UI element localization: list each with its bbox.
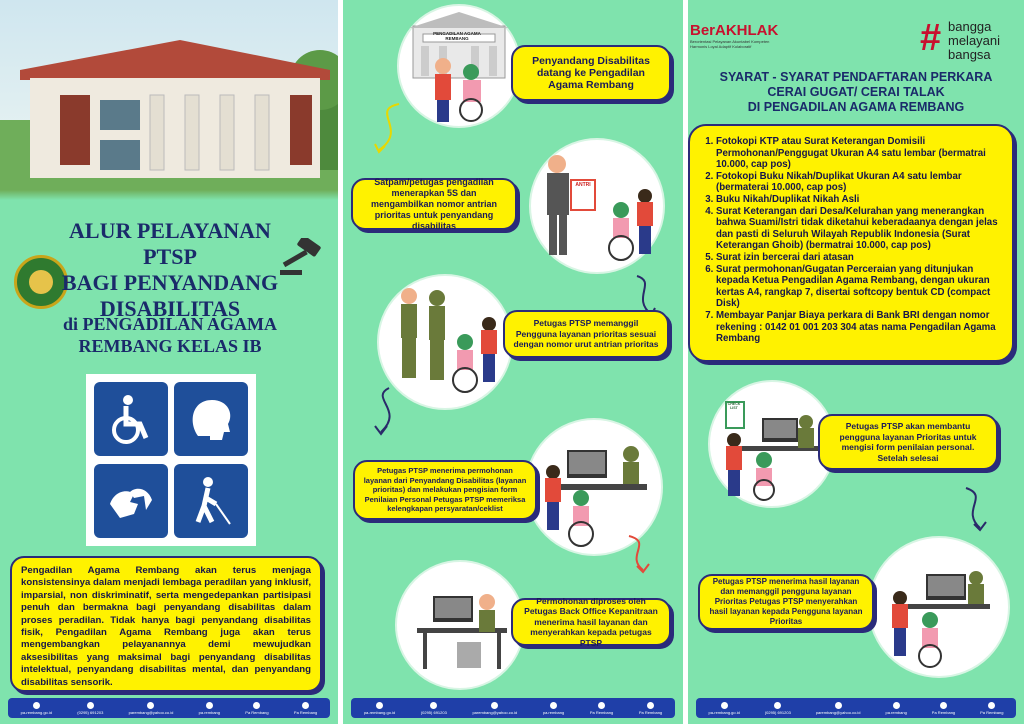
footer-text: Pa Rembang xyxy=(245,709,269,715)
footer-item[interactable] xyxy=(294,702,317,715)
footer-item[interactable] xyxy=(472,702,517,715)
footer-item[interactable] xyxy=(639,702,662,715)
step1-text: Penyandang Disabilitas datang ke Pengadilan Agama Rembang xyxy=(532,55,650,91)
footer-text: pa-rembang.go.id xyxy=(20,709,52,715)
footer-item[interactable] xyxy=(21,702,52,715)
globe-icon xyxy=(721,702,728,709)
step6-bubble xyxy=(818,414,998,470)
step6-text: Petugas PTSP akan membantu pengguna layanan Prioritas untuk mengisi form penilaian personal. Setelah selesai xyxy=(839,421,977,463)
footer-item[interactable] xyxy=(932,702,955,715)
disability-signs xyxy=(86,374,256,546)
step3-text: Petugas PTSP memanggil Pengguna layanan prioritas sesuai dengan nomor urut antrian prioritas xyxy=(513,318,659,350)
bangga-text: bangga xyxy=(948,19,992,34)
step1-illustration xyxy=(397,4,521,128)
intro-paragraph-box xyxy=(10,556,322,692)
page-title xyxy=(40,218,300,322)
footer-text: Pa Rembang xyxy=(293,709,318,715)
step6-illustration xyxy=(708,380,836,508)
intro-paragraph: Pengadilan Agama Rembang akan terus menjaga konsistensinya dalam menjadi lembaga peradilan yang inklusif, imparsial, non diskriminatif, serta mengedepankan partisipasi penuh dan bermakna bagi penyandang disabilitas dalam proses peradilan. Tidak hanya bagi penyandang disabilitas fisik, Pengadilan Agama Rembang juga akan terus mengembangkan pelayanannya demi mewujudkan aksesibilitas yang maksimal bagi penyandang disabilitas intelektual, penyandang disabilitas mental, dan penyandang disabilitas sensorik. xyxy=(21,565,311,688)
title-line-5: REMBANG KELAS IB xyxy=(78,336,262,356)
footer-text: Pa Rembang xyxy=(589,709,614,715)
antri-sign-text: ANTRI xyxy=(575,182,591,188)
phone-icon xyxy=(430,702,437,709)
footer-text: parembang@yahoo.co.id xyxy=(815,709,861,715)
requirement-item: 3. Buku Nikah/Duplikat Nikah Asli xyxy=(716,194,1004,206)
page-subtitle xyxy=(40,313,300,357)
instagram-icon xyxy=(550,702,557,709)
wheelchair-icon xyxy=(94,382,168,456)
step2-illustration xyxy=(529,138,665,274)
hashtag-icon: # xyxy=(920,17,942,59)
arrow-icon xyxy=(369,384,409,440)
footer-text: (0295) 691203 xyxy=(77,709,104,715)
footer-contact-bar xyxy=(351,698,675,718)
bangsa-text: bangsa xyxy=(948,47,991,62)
footer-text: pa-rembang.go.id xyxy=(708,709,740,715)
requirement-item: 2. Fotokopi Buku Nikah/Duplikat Ukuran A4 satu lembar (bermaterai 10.000, cap pos) xyxy=(716,171,1004,194)
step7-bubble xyxy=(698,574,874,630)
footer-text: parembang@yahoo.co.id xyxy=(128,709,174,715)
footer-item[interactable] xyxy=(543,702,564,715)
footer-item[interactable] xyxy=(245,702,268,715)
brain-icon xyxy=(174,382,248,456)
panel-right xyxy=(688,0,1024,724)
berakhlak-text: BerAKHLAK xyxy=(690,22,779,39)
blind-cane-icon xyxy=(174,464,248,538)
footer-text: (0295) 691203 xyxy=(420,709,447,715)
footer-text: (0295) 691203 xyxy=(764,709,791,715)
footer-item[interactable] xyxy=(364,702,395,715)
requirement-item: 4. Surat Keterangan dari Desa/Kelurahan yang menerangkan bahwa Suami/Istri tidak diketahui keberadaanya dengan jelas dan pasti di Seluruh Wilayah Republik Indonesia (Surat Keterangan Ghoib) (bermatrai 10.000, cap pos) xyxy=(716,206,1004,252)
footer-text: pa.rembang xyxy=(198,709,220,715)
panel-middle xyxy=(343,0,683,724)
step2-text: Satpam/petugas pengadilan menerapkan 5S dan mengambilkan nomor antrian prioritas untuk penyandang disabilitas xyxy=(370,176,498,231)
facebook-icon xyxy=(253,702,260,709)
footer-text: Pa Rembang xyxy=(931,709,956,715)
youtube-icon xyxy=(302,702,309,709)
footer-item[interactable] xyxy=(980,702,1003,715)
requirement-item: 7. Membayar Panjar Biaya perkara di Bank BRI dengan nomor rekening : 0142 01 001 203 304 atas nama Pengadilan Agama Rembang xyxy=(716,310,1004,345)
footer-text: Pa Rembang xyxy=(980,709,1004,715)
youtube-icon xyxy=(647,702,654,709)
footer-text: Pa Rembang xyxy=(638,709,663,715)
court-building-photo xyxy=(0,0,338,200)
step7-text: Petugas PTSP menerima hasil layanan dan memanggil pengguna layanan Prioritas Petugas PTSP menyerahkan hasil layanan kepada Pengguna layanan Prioritas xyxy=(709,577,863,626)
facebook-icon xyxy=(598,702,605,709)
heading-line-1: SYARAT - SYARAT PENDAFTARAN PERKARA xyxy=(719,70,993,84)
berakhlak-logo xyxy=(690,22,810,49)
step5-text: Permohonan diproses oleh Petugas Back Office Kepanitraan menerima hasil layanan dan menyerahkan kepada petugas PTSP xyxy=(524,595,658,648)
instagram-icon xyxy=(206,702,213,709)
footer-text: parembang@yahoo.co.id xyxy=(472,709,518,715)
step4-bubble xyxy=(353,460,537,520)
requirements-list xyxy=(702,136,1004,345)
footer-item[interactable] xyxy=(816,702,861,715)
title-line-4: di PENGADILAN AGAMA xyxy=(62,314,277,334)
heading-line-2: CERAI GUGAT/ CERAI TALAK xyxy=(767,85,945,99)
globe-icon xyxy=(33,702,40,709)
footer-text: pa.rembang xyxy=(542,709,565,715)
footer-text: pa-rembang.go.id xyxy=(363,709,396,715)
footer-item[interactable] xyxy=(708,702,739,715)
phone-icon xyxy=(774,702,781,709)
footer-item[interactable] xyxy=(421,702,447,715)
arrow-icon xyxy=(619,532,659,578)
globe-icon xyxy=(376,702,383,709)
mail-icon xyxy=(491,702,498,709)
step3-bubble xyxy=(503,310,669,358)
footer-item[interactable] xyxy=(77,702,103,715)
instagram-icon xyxy=(893,702,900,709)
requirements-box xyxy=(688,124,1014,362)
berakhlak-subtext: Berorientasi Pelayanan Akuntabel Kompeten Harmonis Loyal Adaptif Kolaboratif xyxy=(690,39,770,49)
footer-contact-bar xyxy=(8,698,330,718)
panel-left xyxy=(0,0,338,724)
court-sign-text: PENGADILAN AGAMA REMBANG xyxy=(433,31,481,41)
step2-bubble xyxy=(351,178,517,230)
title-line-3: DISABILITAS xyxy=(99,296,241,321)
youtube-icon xyxy=(988,702,995,709)
requirement-item: 1. Fotokopi KTP atau Surat Keterangan Domisili Permohonan/Penggugat Ukuran A4 satu lembar (bermatrai 10.000, cap pos) xyxy=(716,136,1004,171)
arrow-icon xyxy=(369,100,409,160)
title-line-2: BAGI PENYANDANG xyxy=(61,270,279,295)
footer-item[interactable] xyxy=(129,702,174,715)
step4-text: Petugas PTSP menerima permohonan layanan dari Penyandang Disabilitas (layanan prioritas) dan melakukan pengisian form Penilaian Personal Petugas PTSP memeriksa kelengkapan persyaratan/ceklist xyxy=(363,466,527,514)
bangga-melayani-logo xyxy=(920,16,1020,64)
footer-item[interactable] xyxy=(590,702,613,715)
arrow-icon xyxy=(956,484,996,536)
melayani-text: melayani xyxy=(948,33,1001,48)
facebook-icon xyxy=(940,702,947,709)
requirement-item: 6. Surat permohonan/Gugatan Perceraian yang ditunjukan kepada Ketua Pengadilan Agama Rembang, dengan ukuran kertas A4, rangkap 7, disertai softcopy bentuk CD (compact Disk) xyxy=(716,264,1004,310)
title-line-1: ALUR PELAYANAN PTSP xyxy=(69,218,271,269)
step1-bubble xyxy=(511,45,671,101)
checklist-sign-text: CHECK LIST xyxy=(727,402,741,410)
requirement-item: 5. Surat izin bercerai dari atasan xyxy=(716,252,1004,264)
step5-illustration xyxy=(395,560,525,690)
sign-language-icon xyxy=(94,464,168,538)
footer-contact-bar xyxy=(696,698,1016,718)
mail-icon xyxy=(147,702,154,709)
step7-illustration xyxy=(868,536,1010,678)
footer-text: pa.rembang xyxy=(885,709,907,715)
footer-item[interactable] xyxy=(765,702,791,715)
mail-icon xyxy=(835,702,842,709)
step5-bubble xyxy=(511,595,671,648)
phone-icon xyxy=(87,702,94,709)
footer-item[interactable] xyxy=(199,702,220,715)
heading-line-3: DI PENGADILAN AGAMA REMBANG xyxy=(747,100,965,114)
requirements-heading xyxy=(688,70,1024,115)
footer-item[interactable] xyxy=(885,702,906,715)
